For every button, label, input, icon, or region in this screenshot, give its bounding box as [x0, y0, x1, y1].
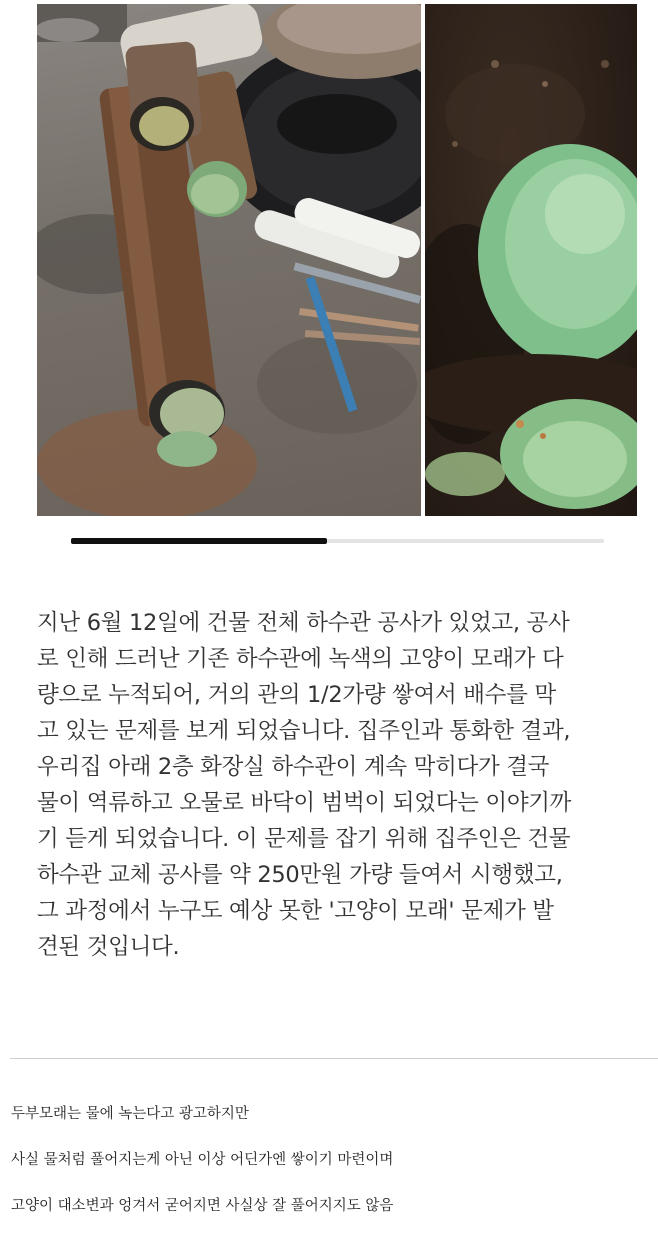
comment-list: [11, 1104, 651, 1242]
article-line: 지난 6월 12일에 건물 전체 하수관 공사가 있었고, 공사: [37, 610, 570, 636]
article-line: 하수관 교체 공사를 약 250만원 가량 들여서 시행했고,: [37, 862, 563, 888]
article-line: 견된 것입니다.: [37, 934, 180, 960]
article-line: 기 듣게 되었습니다. 이 문제를 잡기 위해 집주인은 건물: [37, 826, 571, 852]
gallery-progress-fill: [71, 538, 327, 544]
article-line: 량으로 누적되어, 거의 관의 1/2가량 쌓여서 배수를 막: [37, 682, 556, 708]
article-line: 고 있는 문제를 보게 되었습니다. 집주인과 통화한 결과,: [37, 718, 571, 744]
article-line: 그 과정에서 누구도 예상 못한 '고양이 모래' 문제가 발: [37, 898, 554, 924]
photo-gallery[interactable]: [37, 0, 637, 517]
article-paragraph: [37, 605, 637, 965]
comment-line: 사실 물처럼 풀어지는게 아닌 이상 어딘가엔 쌓이기 마련이며: [11, 1152, 394, 1168]
article-line: 로 인해 드러난 기존 하수관에 녹색의 고양이 모래가 다: [37, 646, 564, 672]
article-line: 우리집 아래 2층 화장실 하수관이 계속 막히다가 결국: [37, 754, 550, 780]
sewer-pipes-photo[interactable]: [37, 4, 421, 516]
comment-line: 고양이 대소변과 엉겨서 굳어지면 사실상 잘 풀어지지도 않음: [11, 1198, 394, 1214]
section-divider: [10, 1058, 658, 1059]
comment-line: 두부모래는 물에 녹는다고 광고하지만: [11, 1106, 249, 1122]
article-line: 물이 역류하고 오물로 바닥이 범벅이 되었다는 이야기까: [37, 790, 572, 816]
gallery-progress-bar[interactable]: [71, 539, 604, 543]
green-cat-litter-photo[interactable]: [425, 4, 637, 516]
